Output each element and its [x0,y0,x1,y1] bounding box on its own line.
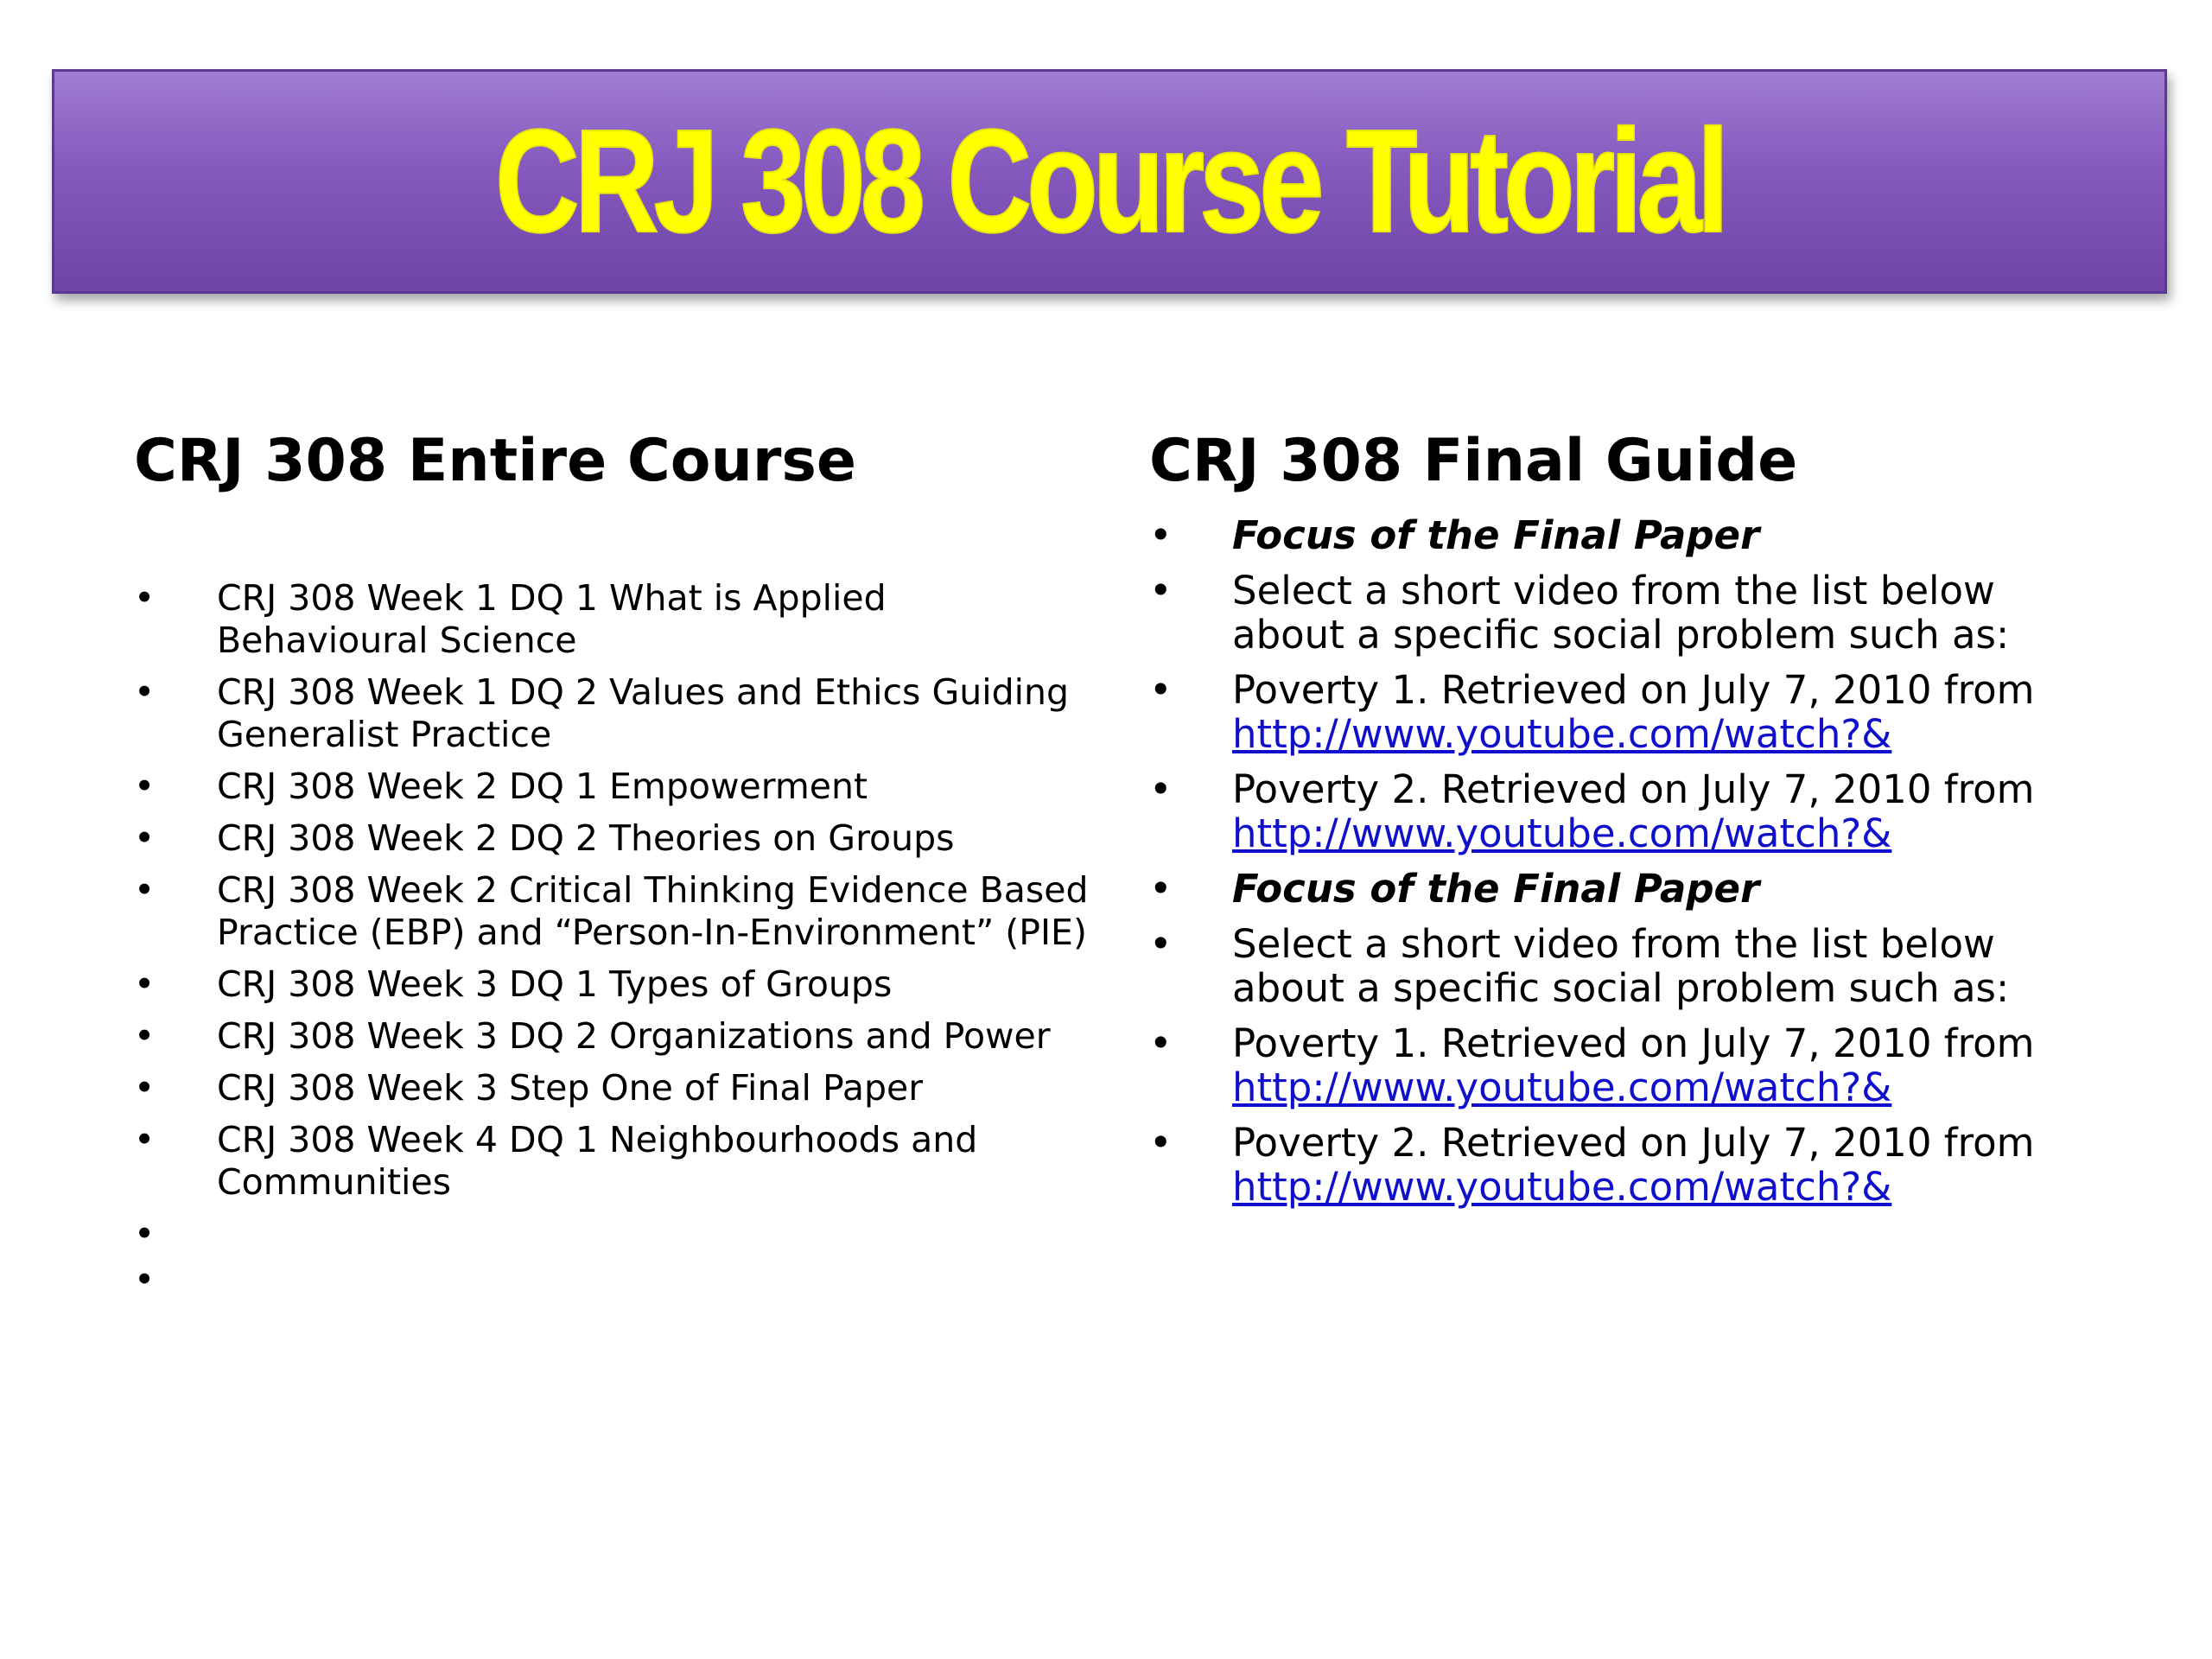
list-item [134,766,1093,808]
list-item-text: CRJ 308 Week 1 DQ 1 What is Applied Behavioural Science [217,577,887,661]
list-item [1149,513,2100,557]
list-item [134,671,1093,756]
bullet-icon: • [134,1259,156,1300]
bullet-icon: • [134,766,156,807]
title-banner [52,69,2167,294]
bullet-icon: • [1149,866,1173,912]
bullet-icon: • [134,577,156,619]
list-item [134,1067,1093,1109]
list-item-text: CRJ 308 Week 3 DQ 2 Organizations and Power [217,1015,1051,1057]
list-item [1149,867,2100,911]
left-column [134,427,1093,1305]
list-item-empty [134,1259,1093,1301]
list-item [134,869,1093,954]
list-item [1149,922,2100,1010]
list-item-text: CRJ 308 Week 2 DQ 1 Empowerment [217,766,868,807]
list-item [1149,569,2100,657]
video-link[interactable]: http://www.youtube.com/watch?& [1232,1065,1892,1110]
video-link[interactable]: http://www.youtube.com/watch?& [1232,810,1892,856]
video-link[interactable]: http://www.youtube.com/watch?& [1232,711,1892,757]
bullet-icon: • [134,1015,156,1057]
bullet-icon: • [134,671,156,713]
list-item [134,1119,1093,1204]
list-item [1149,767,2100,855]
list-item [134,817,1093,860]
list-item [134,1015,1093,1058]
list-item [134,577,1093,662]
section-heading: Focus of the Final Paper [1232,512,1760,558]
list-item-text: CRJ 308 Week 3 DQ 1 Types of Groups [217,963,893,1005]
list-item-text: CRJ 308 Week 1 DQ 2 Values and Ethics Guiding Generalist Practice [217,671,1070,755]
list-item-text: Poverty 1. Retrieved on July 7, 2010 from [1232,667,2035,713]
bullet-icon: • [1149,1020,1173,1066]
bullet-icon: • [134,1067,156,1109]
list-item-text: CRJ 308 Week 4 DQ 1 Neighbourhoods and Communities [217,1119,978,1203]
course-list [134,577,1093,1301]
bullet-icon: • [1149,667,1173,713]
list-item [1149,1121,2100,1209]
bullet-icon: • [1149,921,1173,967]
list-item-text: Select a short video from the list below about a specific social problem such as: [1232,921,2010,1011]
video-link[interactable]: http://www.youtube.com/watch?& [1232,1164,1892,1210]
list-item-text: Poverty 2. Retrieved on July 7, 2010 from [1232,1120,2035,1166]
bullet-icon: • [134,869,156,911]
right-column [1149,427,2100,1220]
list-item-text: Poverty 2. Retrieved on July 7, 2010 from [1232,766,2035,812]
list-item [134,963,1093,1006]
list-item-text: CRJ 308 Week 2 Critical Thinking Evidence Based Practice (EBP) and “Person-In-Environment” (PIE) [217,869,1089,953]
bullet-icon: • [1149,1120,1173,1166]
bullet-icon: • [134,1213,156,1255]
list-item-empty [134,1213,1093,1255]
left-heading: CRJ 308 Entire Course [134,427,857,495]
right-heading: CRJ 308 Final Guide [1149,427,1798,495]
list-item [1149,668,2100,756]
final-guide-list [1149,513,2100,1209]
bullet-icon: • [134,963,156,1005]
bullet-icon: • [1149,568,1173,613]
list-item-text: CRJ 308 Week 3 Step One of Final Paper [217,1067,924,1109]
bullet-icon: • [134,1119,156,1160]
list-item-text: Select a short video from the list below about a specific social problem such as: [1232,568,2010,658]
slide-title: CRJ 308 Course Tutorial [494,99,1725,264]
list-item-text: CRJ 308 Week 2 DQ 2 Theories on Groups [217,817,955,859]
bullet-icon: • [1149,766,1173,812]
bullet-icon: • [134,817,156,859]
section-heading: Focus of the Final Paper [1232,866,1760,912]
list-item [1149,1021,2100,1109]
list-item-text: Poverty 1. Retrieved on July 7, 2010 from [1232,1020,2035,1066]
bullet-icon: • [1149,512,1173,558]
